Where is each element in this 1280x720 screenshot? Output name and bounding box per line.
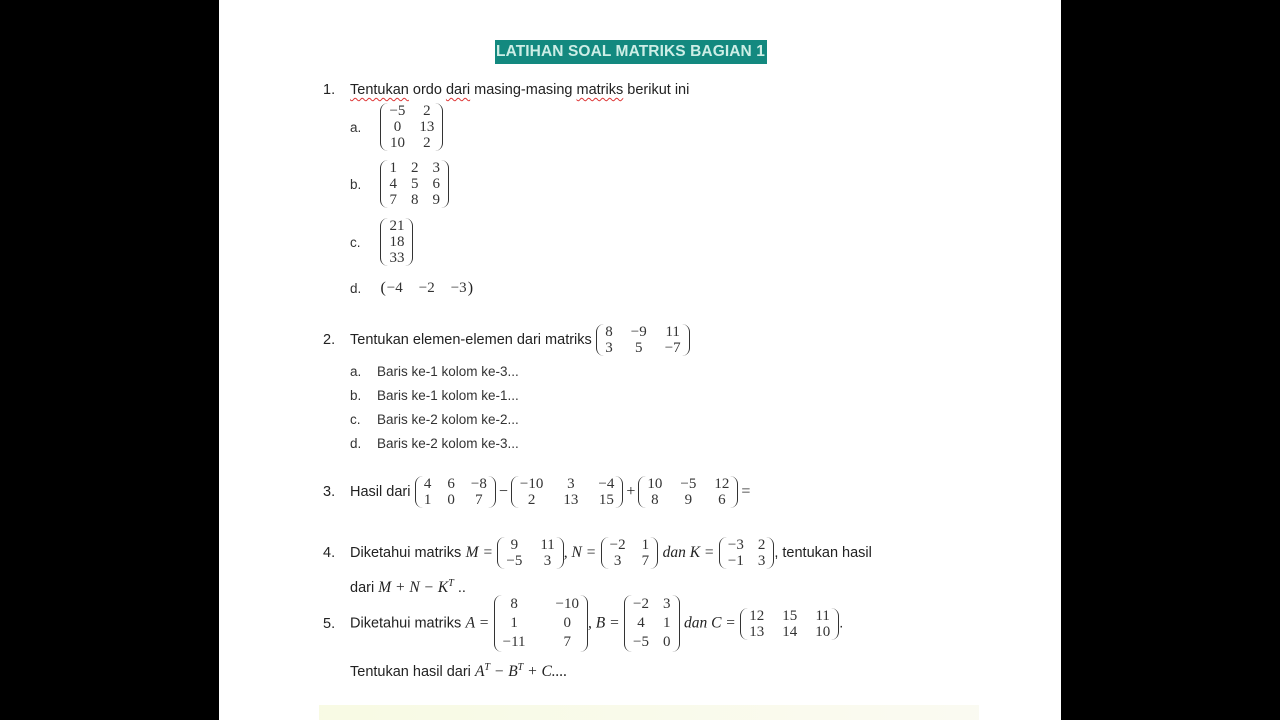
question-5-line-2 xyxy=(350,659,567,681)
cell: 4 xyxy=(637,615,645,631)
cell: 3 xyxy=(543,553,552,569)
cell: 9 xyxy=(432,192,440,208)
cell: −10 xyxy=(519,476,544,492)
list-item xyxy=(350,408,519,432)
transpose-superscript: T xyxy=(517,662,524,673)
cell: 2 xyxy=(410,160,419,176)
matrix-grid xyxy=(388,218,405,266)
cell: 7 xyxy=(563,634,572,650)
matrix xyxy=(596,324,689,356)
cell: 1 xyxy=(641,537,650,553)
cell: −3 xyxy=(450,280,467,296)
cell: −2 xyxy=(418,280,435,296)
title-block xyxy=(495,40,767,64)
page-title: LATIHAN SOAL MATRIKS BAGIAN 1 xyxy=(495,40,767,64)
math-expression: + C.... xyxy=(523,662,568,680)
cell: 6 xyxy=(447,476,455,492)
text: .. xyxy=(453,579,466,596)
question-2 xyxy=(323,324,690,356)
cell: 8 xyxy=(410,192,419,208)
cell: 13 xyxy=(563,492,579,508)
cell: 1 xyxy=(389,160,397,176)
cell: 12 xyxy=(749,607,765,624)
item-text: Baris ke-1 kolom ke-1... xyxy=(377,388,519,403)
paren-right xyxy=(766,537,774,569)
matrix-b xyxy=(624,595,679,652)
cell: 1 xyxy=(423,492,432,508)
matrix-grid xyxy=(646,476,730,508)
cell: 8 xyxy=(651,492,659,508)
q1-item-a xyxy=(350,103,443,151)
equals-operator: = xyxy=(741,483,751,500)
paren-right xyxy=(580,595,588,652)
matrix-grid xyxy=(505,537,555,569)
cell: 14 xyxy=(782,623,798,640)
paren-right xyxy=(730,476,738,508)
cell: 21 xyxy=(389,218,405,234)
cell: 2 xyxy=(423,103,431,119)
cell: 12 xyxy=(714,476,730,492)
cell: 11 xyxy=(665,324,680,340)
q2-items xyxy=(350,360,519,456)
math-expression: M + N − K xyxy=(378,578,449,596)
matrix-grid xyxy=(727,537,766,569)
text: berikut ini xyxy=(623,82,690,98)
matrix-c xyxy=(740,608,839,640)
item-label: a. xyxy=(350,119,362,135)
list-item xyxy=(350,432,519,456)
paren-right xyxy=(650,537,658,569)
math-label-k: dan K = xyxy=(662,544,715,561)
paren-left xyxy=(415,476,423,508)
cell: 8 xyxy=(605,324,613,340)
matrix xyxy=(380,218,413,266)
math-label-b: , B = xyxy=(588,614,620,632)
paren-right xyxy=(435,103,443,151)
spellcheck-word: dari xyxy=(445,82,471,98)
math-label-c: dan C = xyxy=(683,614,736,632)
cell: 3 xyxy=(605,340,613,356)
paren-right xyxy=(441,160,449,208)
cell: 2 xyxy=(757,537,766,553)
cell: 6 xyxy=(718,492,726,508)
matrix-a xyxy=(494,595,588,652)
cell: 5 xyxy=(410,176,419,192)
question-number: 2. xyxy=(323,332,336,348)
question-text-tail: . xyxy=(839,615,844,632)
cell: 1 xyxy=(663,615,671,631)
question-5 xyxy=(323,595,843,652)
cell: 9 xyxy=(510,537,519,553)
cell: 33 xyxy=(389,250,405,266)
cell: 1 xyxy=(510,615,518,631)
matrix-grid xyxy=(386,279,468,298)
item-label: c. xyxy=(350,412,361,427)
matrix-grid xyxy=(388,160,441,208)
cell: −5 xyxy=(389,103,406,119)
q1-item-c xyxy=(350,218,413,266)
cell: 3 xyxy=(663,596,671,612)
cell: −4 xyxy=(386,280,403,296)
question-text: Hasil dari xyxy=(350,484,411,500)
cell: −2 xyxy=(633,596,649,612)
math-expression: − B xyxy=(489,662,518,680)
math-label-n: , N = xyxy=(563,544,597,561)
question-4 xyxy=(323,537,872,569)
cell: 10 xyxy=(647,476,663,492)
question-number: 1. xyxy=(323,82,336,98)
list-item xyxy=(350,360,519,384)
cell: −5 xyxy=(506,553,523,569)
cell: 6 xyxy=(432,176,440,192)
question-3 xyxy=(323,476,753,508)
cell: 0 xyxy=(563,615,572,631)
cell: 2 xyxy=(423,135,431,151)
paren-left xyxy=(511,476,519,508)
cell: −5 xyxy=(633,634,649,650)
document-page xyxy=(219,0,1061,720)
paren-right: ) xyxy=(467,279,474,297)
spellcheck-word: Tentukan xyxy=(350,82,409,98)
paren-left xyxy=(601,537,609,569)
cell: 13 xyxy=(419,119,435,135)
item-label: c. xyxy=(350,234,361,250)
paren-right xyxy=(615,476,623,508)
question-4-line-2 xyxy=(350,575,466,597)
math-label-m: M = xyxy=(465,544,493,561)
paren-left xyxy=(596,324,604,356)
cell: 4 xyxy=(423,476,432,492)
q1-item-b xyxy=(350,160,449,208)
paren-left xyxy=(719,537,727,569)
matrix-grid xyxy=(609,537,650,569)
cell: 0 xyxy=(393,119,402,135)
list-item xyxy=(350,384,519,408)
question-1 xyxy=(323,81,689,99)
plus-operator: + xyxy=(626,483,636,500)
item-text: Baris ke-2 kolom ke-2... xyxy=(377,412,519,427)
matrix-grid xyxy=(519,476,615,508)
item-text: Baris ke-1 kolom ke-3... xyxy=(377,364,519,379)
cell: −4 xyxy=(598,476,615,492)
matrix-grid xyxy=(748,608,831,640)
matrix-k xyxy=(719,537,774,569)
math-expression: A xyxy=(474,662,485,680)
cell: 11 xyxy=(815,607,830,624)
paren-right xyxy=(488,476,496,508)
matrix-m xyxy=(497,537,563,569)
cell: 0 xyxy=(447,492,455,508)
matrix-grid xyxy=(423,476,488,508)
paren-left: ( xyxy=(380,279,386,297)
paren-left xyxy=(380,103,388,151)
cell: 15 xyxy=(598,492,614,508)
paren-left xyxy=(380,218,388,266)
cell: 2 xyxy=(527,492,536,508)
cell: 7 xyxy=(475,492,483,508)
matrix-grid xyxy=(632,595,671,652)
cell: −3 xyxy=(727,537,744,553)
transpose-superscript: T xyxy=(448,578,454,589)
cell: 5 xyxy=(634,340,643,356)
cell: −7 xyxy=(664,340,681,356)
matrix xyxy=(380,160,449,208)
text: dari xyxy=(350,579,375,596)
question-number: 3. xyxy=(323,484,336,500)
matrix-grid xyxy=(502,595,580,652)
q1-item-d xyxy=(350,279,473,298)
cell: 9 xyxy=(684,492,693,508)
cell: 10 xyxy=(389,135,405,151)
text: Tentukan hasil dari xyxy=(350,663,471,680)
question-text: Tentukan elemen-elemen dari matriks xyxy=(350,332,592,348)
math-label-a: A = xyxy=(465,614,490,632)
matrix-grid xyxy=(388,103,435,151)
matrix-3 xyxy=(638,476,738,508)
item-text: Baris ke-2 kolom ke-3... xyxy=(377,436,519,451)
cell: 11 xyxy=(540,537,555,553)
question-text-tail: , tentukan hasil xyxy=(774,545,872,561)
matrix-n xyxy=(601,537,658,569)
matrix-1 xyxy=(415,476,496,508)
question-number: 4. xyxy=(323,545,336,561)
paren-right xyxy=(682,324,690,356)
paren-right xyxy=(831,608,839,640)
paren-left xyxy=(494,595,502,652)
faded-highlight-band xyxy=(319,705,979,720)
paren-left xyxy=(638,476,646,508)
cell: −9 xyxy=(630,324,647,340)
cell: 3 xyxy=(567,476,575,492)
question-text: Diketahui matriks xyxy=(350,615,462,632)
paren-left xyxy=(624,595,632,652)
cell: −10 xyxy=(555,596,580,612)
cell: 15 xyxy=(782,607,798,624)
item-label: b. xyxy=(350,176,362,192)
paren-right xyxy=(556,537,564,569)
cell: 7 xyxy=(641,553,650,569)
matrix xyxy=(380,103,443,151)
item-label: a. xyxy=(350,364,362,379)
paren-left xyxy=(380,160,388,208)
cell: 0 xyxy=(663,634,671,650)
cell: 10 xyxy=(815,623,831,640)
cell: −2 xyxy=(609,537,626,553)
item-label: d. xyxy=(350,281,362,296)
spellcheck-word: matriks xyxy=(576,82,624,98)
matrix-grid xyxy=(604,324,681,356)
cell: 3 xyxy=(432,160,440,176)
item-label: d. xyxy=(350,436,362,451)
cell: −1 xyxy=(727,553,744,569)
cell: 3 xyxy=(757,553,766,569)
text: masing-masing xyxy=(470,82,577,98)
cell: 18 xyxy=(389,234,405,250)
paren-left xyxy=(497,537,505,569)
paren-left xyxy=(740,608,748,640)
text: ordo xyxy=(408,82,446,98)
cell: 8 xyxy=(510,596,518,612)
cell: 4 xyxy=(389,176,397,192)
cell: 13 xyxy=(749,623,765,640)
cell: −11 xyxy=(502,634,526,650)
minus-operator: − xyxy=(498,483,508,500)
question-number: 5. xyxy=(323,615,336,632)
cell: −5 xyxy=(680,476,697,492)
transpose-superscript: T xyxy=(484,662,490,673)
matrix-2 xyxy=(511,476,623,508)
paren-right xyxy=(405,218,413,266)
paren-right xyxy=(672,595,680,652)
cell: −8 xyxy=(470,476,487,492)
cell: 7 xyxy=(389,192,397,208)
item-label: b. xyxy=(350,388,362,403)
cell: 3 xyxy=(613,553,622,569)
question-text: Diketahui matriks xyxy=(350,545,462,561)
